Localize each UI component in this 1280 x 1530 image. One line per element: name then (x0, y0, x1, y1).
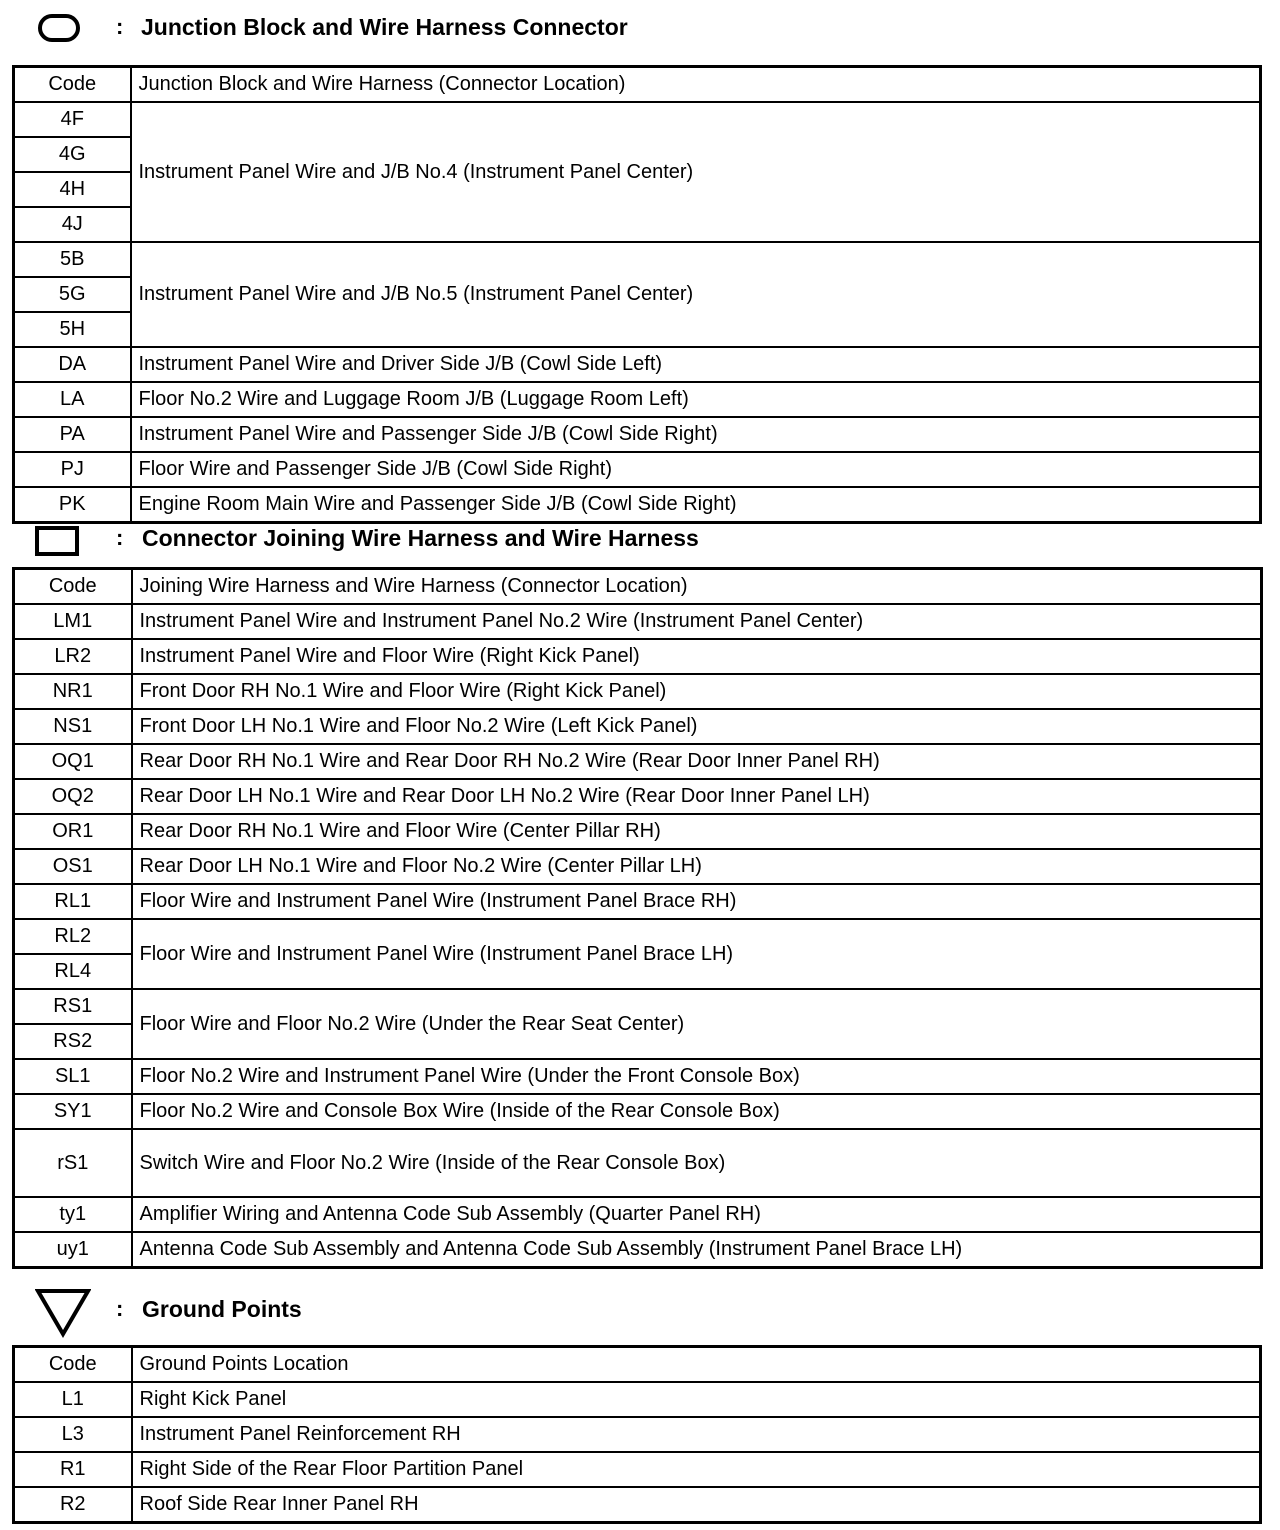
connector-location: Floor Wire and Instrument Panel Wire (Instrument Panel Brace RH) (132, 884, 1262, 919)
connector-code: 4F (14, 102, 131, 137)
table-row (14, 639, 1262, 674)
section-title-joining: Connector Joining Wire Harness and Wire Harness (142, 525, 699, 551)
connector-code: uy1 (14, 1232, 132, 1268)
connector-location: Rear Door LH No.1 Wire and Rear Door LH No.2 Wire (Rear Door Inner Panel LH) (132, 779, 1262, 814)
table-row (14, 417, 1261, 452)
table-row (14, 487, 1261, 523)
table-row (14, 779, 1262, 814)
connector-code: ty1 (14, 1197, 132, 1232)
triangle-down-icon (35, 1288, 91, 1338)
connector-code: OQ1 (14, 744, 132, 779)
table-row (14, 1487, 1261, 1523)
connector-code: LM1 (14, 604, 132, 639)
section-colon: : (116, 14, 124, 39)
connector-location: Instrument Panel Wire and J/B No.4 (Instrument Panel Center) (131, 102, 1261, 242)
table-row (14, 884, 1262, 919)
table-row (14, 382, 1261, 417)
connector-code: 5G (14, 277, 131, 312)
connector-location: Engine Room Main Wire and Passenger Side J/B (Cowl Side Right) (131, 487, 1261, 523)
table-row (14, 242, 1261, 277)
table-row (14, 1197, 1262, 1232)
connector-code: OQ2 (14, 779, 132, 814)
table-row (14, 1232, 1262, 1268)
ground-points-table (12, 1345, 1262, 1524)
connector-location: Roof Side Rear Inner Panel RH (132, 1487, 1261, 1523)
table-row (14, 347, 1261, 382)
connector-code: RS2 (14, 1024, 132, 1059)
table-row (14, 989, 1262, 1024)
connector-code: NS1 (14, 709, 132, 744)
column-header-location: Junction Block and Wire Harness (Connector Location) (131, 67, 1261, 103)
connector-location: Instrument Panel Wire and Floor Wire (Right Kick Panel) (132, 639, 1262, 674)
table-header-row (14, 67, 1261, 103)
column-header-code: Code (14, 1347, 132, 1383)
table-row (14, 849, 1262, 884)
connector-location: Instrument Panel Wire and J/B No.5 (Instrument Panel Center) (131, 242, 1261, 347)
connector-location: Rear Door RH No.1 Wire and Rear Door RH No.2 Wire (Rear Door Inner Panel RH) (132, 744, 1262, 779)
connector-location: Right Kick Panel (132, 1382, 1261, 1417)
connector-code: 4H (14, 172, 131, 207)
table-row (14, 744, 1262, 779)
connector-code: PA (14, 417, 131, 452)
connector-location: Front Door RH No.1 Wire and Floor Wire (Right Kick Panel) (132, 674, 1262, 709)
connector-location: Instrument Panel Wire and Driver Side J/B (Cowl Side Left) (131, 347, 1261, 382)
section-colon: : (116, 1296, 124, 1321)
connector-code: RS1 (14, 989, 132, 1024)
connector-location: Amplifier Wiring and Antenna Code Sub Assembly (Quarter Panel RH) (132, 1197, 1262, 1232)
connector-code: OR1 (14, 814, 132, 849)
connector-code: L1 (14, 1382, 132, 1417)
rounded-rectangle-icon (38, 14, 80, 42)
connector-location: Switch Wire and Floor No.2 Wire (Inside of the Rear Console Box) (132, 1129, 1262, 1197)
connector-code: SY1 (14, 1094, 132, 1129)
connector-location: Floor Wire and Floor No.2 Wire (Under the Rear Seat Center) (132, 989, 1262, 1059)
connector-code: L3 (14, 1417, 132, 1452)
connector-code: RL2 (14, 919, 132, 954)
connector-location: Rear Door LH No.1 Wire and Floor No.2 Wire (Center Pillar LH) (132, 849, 1262, 884)
connector-code: NR1 (14, 674, 132, 709)
connector-code: PK (14, 487, 131, 523)
connector-code: 4J (14, 207, 131, 242)
connector-location: Floor Wire and Instrument Panel Wire (Instrument Panel Brace LH) (132, 919, 1262, 989)
section-title-junction: Junction Block and Wire Harness Connector (141, 14, 628, 40)
column-header-code: Code (14, 569, 132, 605)
connector-location: Instrument Panel Reinforcement RH (132, 1417, 1261, 1452)
connector-location: Floor Wire and Passenger Side J/B (Cowl Side Right) (131, 452, 1261, 487)
connector-location: Floor No.2 Wire and Luggage Room J/B (Luggage Room Left) (131, 382, 1261, 417)
table-row (14, 1382, 1261, 1417)
section-colon: : (116, 525, 124, 550)
connector-code: 4G (14, 137, 131, 172)
connector-code: rS1 (14, 1129, 132, 1197)
junction-block-table (12, 65, 1262, 524)
connector-location: Instrument Panel Wire and Instrument Panel No.2 Wire (Instrument Panel Center) (132, 604, 1262, 639)
connector-code: R1 (14, 1452, 132, 1487)
connector-code: R2 (14, 1487, 132, 1523)
table-row (14, 919, 1262, 954)
table-header-row (14, 569, 1262, 605)
connector-location: Antenna Code Sub Assembly and Antenna Code Sub Assembly (Instrument Panel Brace LH) (132, 1232, 1262, 1268)
connector-location: Floor No.2 Wire and Instrument Panel Wire (Under the Front Console Box) (132, 1059, 1262, 1094)
connector-code: SL1 (14, 1059, 132, 1094)
connector-code: PJ (14, 452, 131, 487)
column-header-code: Code (14, 67, 131, 103)
connector-code: RL1 (14, 884, 132, 919)
connector-code: OS1 (14, 849, 132, 884)
column-header-location: Ground Points Location (132, 1347, 1261, 1383)
table-row (14, 1059, 1262, 1094)
table-row (14, 452, 1261, 487)
connector-location: Front Door LH No.1 Wire and Floor No.2 Wire (Left Kick Panel) (132, 709, 1262, 744)
table-row (14, 102, 1261, 137)
connector-joining-table (12, 567, 1263, 1269)
connector-location: Right Side of the Rear Floor Partition Panel (132, 1452, 1261, 1487)
table-row (14, 709, 1262, 744)
table-row (14, 814, 1262, 849)
connector-code: DA (14, 347, 131, 382)
connector-location: Floor No.2 Wire and Console Box Wire (Inside of the Rear Console Box) (132, 1094, 1262, 1129)
table-row (14, 604, 1262, 639)
connector-code: 5H (14, 312, 131, 347)
connector-location: Instrument Panel Wire and Passenger Side J/B (Cowl Side Right) (131, 417, 1261, 452)
table-header-row (14, 1347, 1261, 1383)
connector-code: RL4 (14, 954, 132, 989)
connector-code: 5B (14, 242, 131, 277)
table-row (14, 1452, 1261, 1487)
connector-code: LA (14, 382, 131, 417)
table-row (14, 1094, 1262, 1129)
column-header-location: Joining Wire Harness and Wire Harness (Connector Location) (132, 569, 1262, 605)
connector-code: LR2 (14, 639, 132, 674)
section-title-ground: Ground Points (142, 1296, 302, 1322)
table-row (14, 1129, 1262, 1197)
table-row (14, 674, 1262, 709)
table-row (14, 1417, 1261, 1452)
rectangle-icon (35, 526, 79, 556)
connector-location: Rear Door RH No.1 Wire and Floor Wire (Center Pillar RH) (132, 814, 1262, 849)
